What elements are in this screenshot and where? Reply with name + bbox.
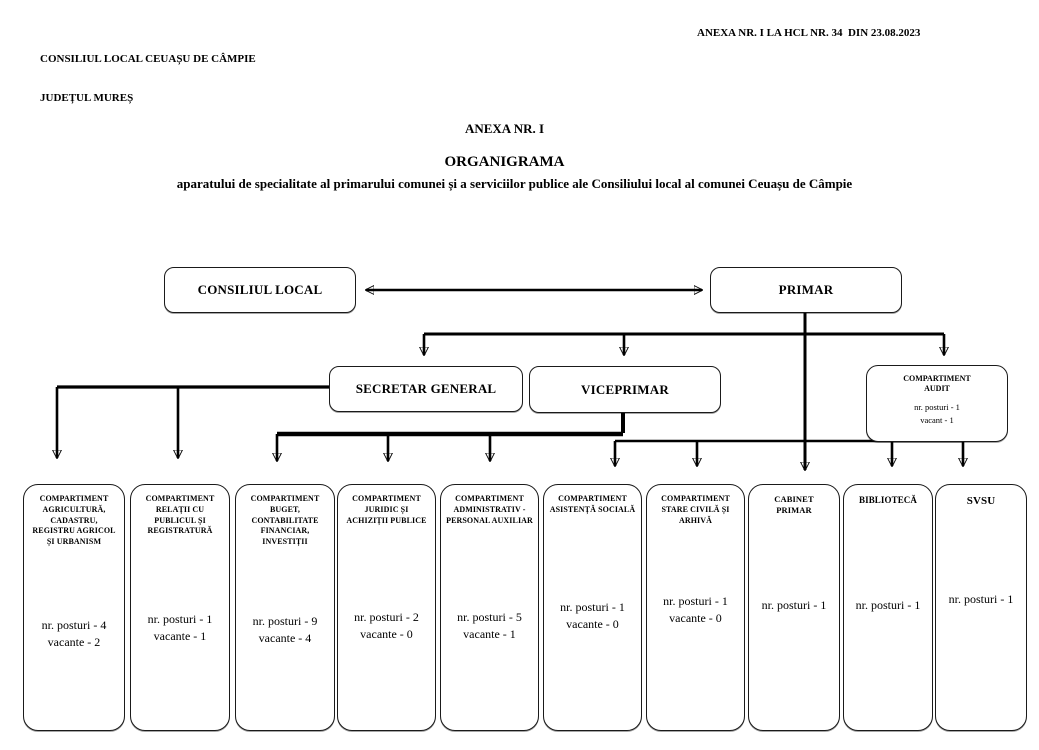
vacant-count: vacante - 0 (360, 627, 413, 642)
header-right: ANEXA NR. I LA HCL NR. 34 DIN 23.08.2023 (697, 27, 921, 39)
node-posts (867, 401, 1007, 427)
vacant-count: vacant - 1 (920, 414, 954, 425)
header-left-line2: JUDEȚUL MUREȘ (40, 92, 134, 104)
posts-count: nr. posturi - 4 (41, 618, 107, 632)
dept-stare-civila-arhiva (646, 484, 745, 731)
dept-asistenta-sociala (543, 484, 642, 731)
node-label: COMPARTIMENT AUDIT (903, 374, 971, 394)
dept-agricultura-cadastru (23, 484, 125, 731)
page-title: ORGANIGRAMA (444, 154, 565, 170)
dept-biblioteca (843, 484, 933, 731)
node-label: VICEPRIMAR (581, 381, 669, 397)
posts-count: nr. posturi - 1 (147, 612, 213, 626)
node-primar (710, 267, 902, 313)
dept-posts (844, 597, 932, 614)
dept-buget-contabilitate (235, 484, 335, 731)
dept-relatii-publicul (130, 484, 230, 731)
posts-count: nr. posturi - 2 (354, 610, 419, 624)
posts-count: nr. posturi - 1 (761, 598, 827, 612)
dept-label: COMPARTIMENT ADMINISTRATIV - PERSONAL AUXILIAR (446, 494, 533, 525)
dept-label: COMPARTIMENT JURIDIC ȘI ACHIZIȚII PUBLICE (346, 494, 427, 525)
dept-label: COMPARTIMENT BUGET, CONTABILITATE FINANCIAR, INVESTIȚII (250, 494, 320, 547)
dept-posts (236, 613, 334, 648)
dept-label: BIBLIOTECĂ (858, 495, 918, 505)
vacant-count: vacante - 1 (153, 629, 207, 644)
node-label: CONSILIUL LOCAL (197, 282, 323, 297)
annex-title: ANEXA NR. I (464, 121, 545, 136)
dept-administrativ-personal (440, 484, 539, 731)
dept-posts (24, 617, 124, 652)
dept-posts (749, 597, 839, 614)
node-secretar-general (329, 366, 523, 412)
vacant-count: vacante - 2 (47, 635, 101, 650)
node-viceprimar (529, 366, 721, 413)
node-label: SECRETAR GENERAL (355, 381, 497, 396)
vacant-count: vacante - 1 (463, 627, 516, 642)
dept-label: COMPARTIMENT ASISTENȚĂ SOCIALĂ (549, 494, 636, 514)
posts-count: nr. posturi - 1 (560, 600, 625, 614)
node-consiliul-local (164, 267, 356, 313)
dept-juridic-achizitii (337, 484, 436, 731)
dept-label: COMPARTIMENT AGRICULTURĂ, CADASTRU, REGISTRU AGRICOL ȘI URBANISM (32, 494, 116, 547)
vacant-count: vacante - 0 (566, 617, 619, 632)
dept-posts (441, 609, 538, 644)
node-compartiment-audit (866, 365, 1008, 442)
posts-count: nr. posturi - 1 (855, 598, 921, 612)
dept-cabinet-primar (748, 484, 840, 731)
header-left-line1: CONSILIUL LOCAL CEUAȘU DE CÂMPIE (40, 53, 256, 65)
node-label: PRIMAR (778, 282, 834, 297)
posts-count: nr. posturi - 1 (914, 401, 960, 412)
dept-label: SVSU (966, 495, 996, 507)
dept-svsu (935, 484, 1027, 731)
posts-count: nr. posturi - 1 (948, 592, 1014, 606)
page-subtitle: aparatului de specialitate al primarului comunei și a serviciilor publice ale Consiliului local al comunei Ceuașu de Câmpie (176, 176, 853, 191)
dept-posts (936, 591, 1026, 608)
dept-posts (131, 611, 229, 646)
vacant-count: vacante - 4 (258, 631, 312, 646)
dept-posts (338, 609, 435, 644)
dept-label: COMPARTIMENT STARE CIVILĂ ȘI ARHIVĂ (661, 494, 730, 525)
dept-label: CABINET PRIMAR (774, 494, 814, 516)
dept-posts (544, 599, 641, 634)
dept-posts (647, 593, 744, 628)
posts-count: nr. posturi - 5 (457, 610, 522, 624)
dept-label: COMPARTIMENT RELAȚII CU PUBLICUL ȘI REGISTRATURĂ (145, 494, 215, 536)
posts-count: nr. posturi - 1 (663, 594, 728, 608)
posts-count: nr. posturi - 9 (252, 614, 318, 628)
vacant-count: vacante - 0 (669, 611, 722, 626)
